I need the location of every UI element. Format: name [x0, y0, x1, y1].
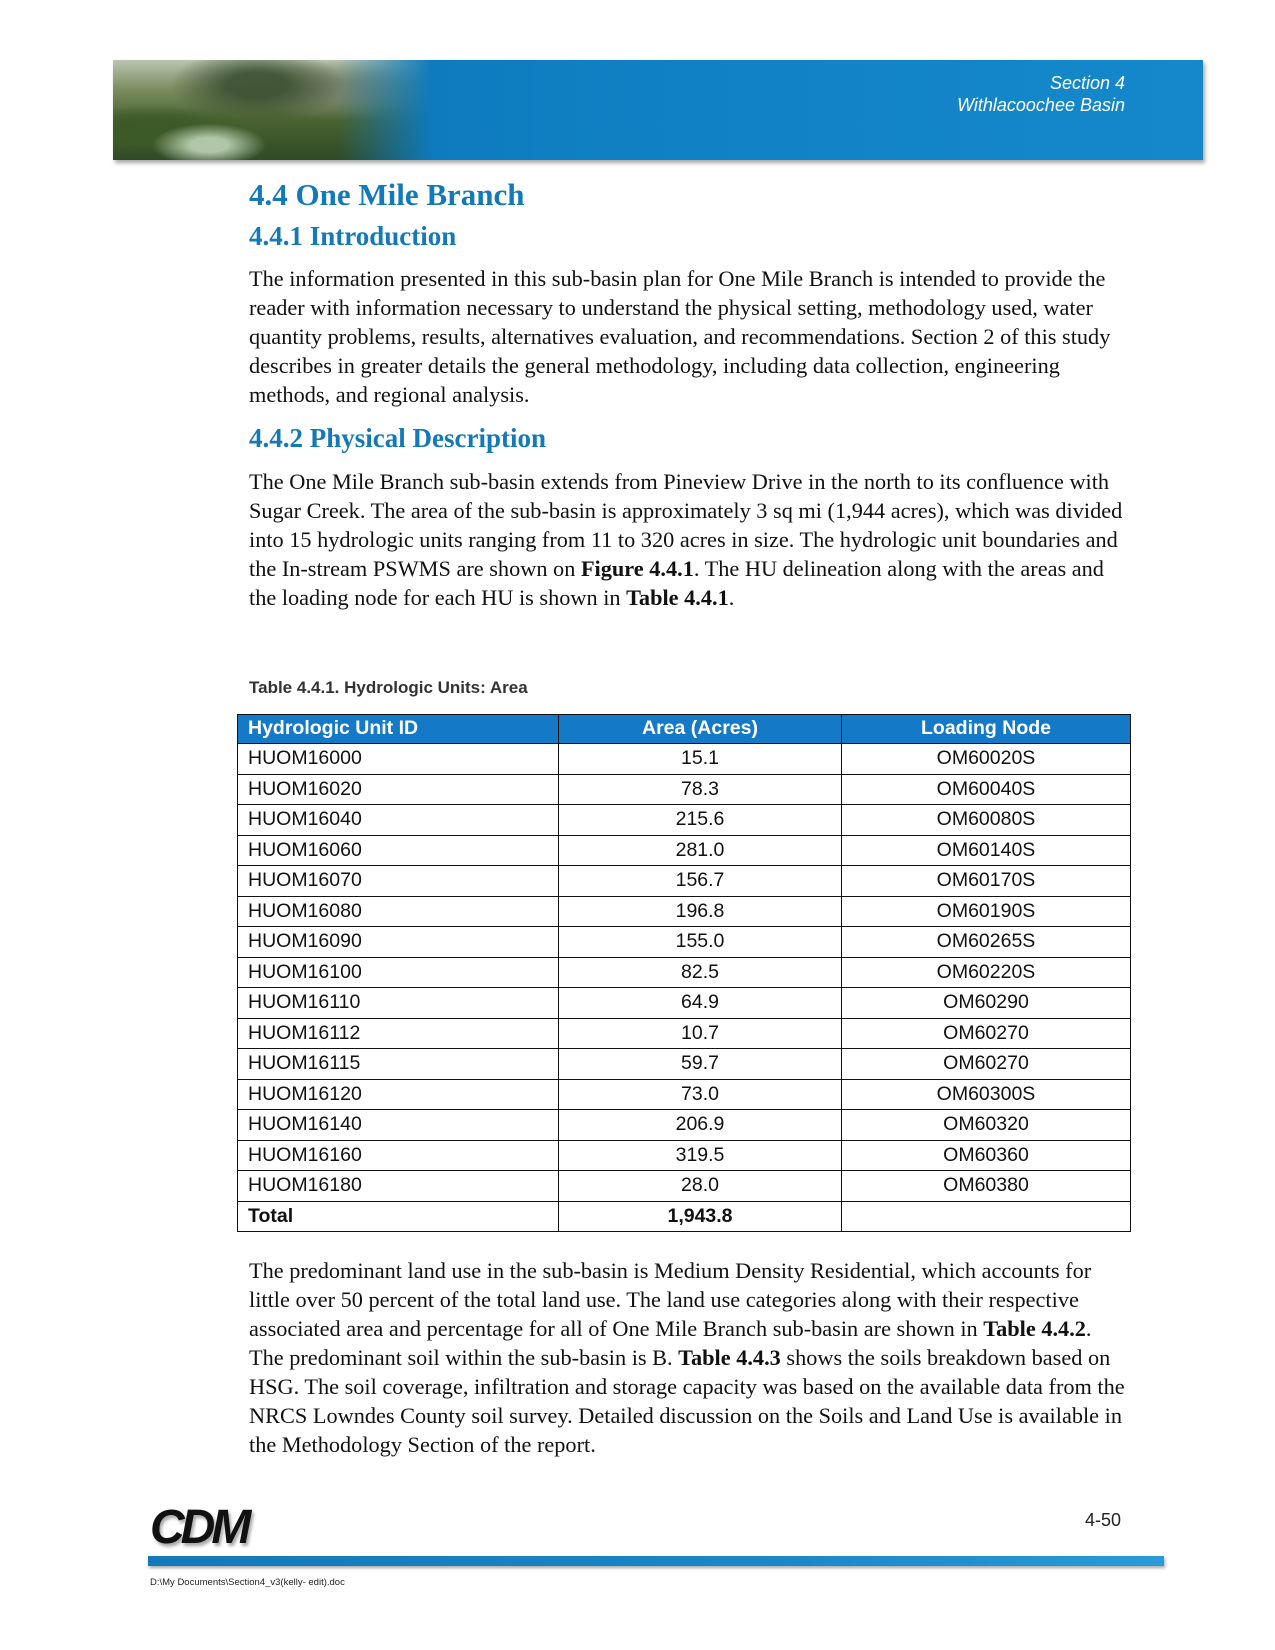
- table-row: [238, 1140, 1131, 1171]
- table-row: [238, 866, 1131, 897]
- cell-loading-node: OM60265S: [842, 927, 1131, 958]
- intro-heading: 4.4.1 Introduction: [249, 221, 457, 251]
- cell-loading-node: OM60140S: [842, 835, 1131, 866]
- landuse-text-2: . The predominant soil within the sub-basin is B.: [249, 1316, 1092, 1370]
- landuse-text-1: The predominant land use in the sub-basin is Medium Density Residential, which accounts for little over 50 percent of the total land use. The land use categories along with their respective associated area and percentage for all of One Mile Branch sub-basin are shown in: [249, 1258, 1092, 1341]
- footer-bar: [148, 1556, 1164, 1566]
- table-reference: Table 4.4.2: [983, 1316, 1086, 1341]
- cell-unit-id: HUOM16112: [238, 1018, 559, 1049]
- page-title: 4.4 One Mile Branch: [249, 177, 525, 212]
- table-total-row: [238, 1201, 1131, 1232]
- cell-unit-id: HUOM16140: [238, 1110, 559, 1141]
- cell-area: 64.9: [559, 988, 842, 1019]
- cell-loading-node: OM60290: [842, 988, 1131, 1019]
- cell-loading-node: OM60300S: [842, 1079, 1131, 1110]
- cell-loading-node: OM60220S: [842, 957, 1131, 988]
- cell-loading-node: OM60320: [842, 1110, 1131, 1141]
- table-row: [238, 744, 1131, 775]
- cell-area: 155.0: [559, 927, 842, 958]
- cell-unit-id: HUOM16090: [238, 927, 559, 958]
- table-caption: Table 4.4.1. Hydrologic Units: Area: [249, 678, 528, 697]
- table-row: [238, 1018, 1131, 1049]
- cell-unit-id: HUOM16115: [238, 1049, 559, 1080]
- cell-area: 15.1: [559, 744, 842, 775]
- column-header: Area (Acres): [559, 715, 842, 744]
- column-header: Hydrologic Unit ID: [238, 715, 559, 744]
- table-row: [238, 896, 1131, 927]
- cell-unit-id: HUOM16000: [238, 744, 559, 775]
- cell-unit-id: HUOM16040: [238, 805, 559, 836]
- cell-unit-id: HUOM16060: [238, 835, 559, 866]
- column-header: Loading Node: [842, 715, 1131, 744]
- physical-paragraph: [249, 467, 1129, 612]
- cdm-logo: CDM: [150, 1501, 248, 1554]
- header-section-label: [957, 72, 1125, 116]
- landuse-paragraph: [249, 1256, 1129, 1459]
- cell-area: 82.5: [559, 957, 842, 988]
- cell-loading-node: OM60380: [842, 1171, 1131, 1202]
- table-row: [238, 927, 1131, 958]
- total-loading-node: [842, 1201, 1131, 1232]
- cell-area: 281.0: [559, 835, 842, 866]
- cell-unit-id: HUOM16080: [238, 896, 559, 927]
- hydrologic-units-table: [237, 714, 1131, 1232]
- table-row: [238, 1171, 1131, 1202]
- cell-area: 10.7: [559, 1018, 842, 1049]
- total-label: Total: [238, 1201, 559, 1232]
- cell-loading-node: OM60190S: [842, 896, 1131, 927]
- cell-area: 319.5: [559, 1140, 842, 1171]
- cell-area: 28.0: [559, 1171, 842, 1202]
- intro-paragraph: The information presented in this sub-basin plan for One Mile Branch is intended to provide the reader with information necessary to understand the physical setting, methodology used, water quantity problems, results, alternatives evaluation, and recommendations. Section 2 of this study describes in greater details the general methodology, including data collection, engineering methods, and regional analysis.: [249, 266, 1111, 407]
- cell-unit-id: HUOM16070: [238, 866, 559, 897]
- table-row: [238, 1110, 1131, 1141]
- physical-heading: 4.4.2 Physical Description: [249, 423, 546, 453]
- landuse-text-3: shows the soils breakdown based on HSG. The soil coverage, infiltration and storage capacity was based on the available data from the NRCS Lowndes County soil survey. Detailed discussion on the Soils and Land Use is available in the Methodology Section of the report.: [249, 1345, 1125, 1457]
- physical-text-3: .: [728, 585, 735, 610]
- cell-area: 215.6: [559, 805, 842, 836]
- cell-loading-node: OM60360: [842, 1140, 1131, 1171]
- table-row: [238, 988, 1131, 1019]
- table-reference: Table 4.4.3: [678, 1345, 781, 1370]
- cell-loading-node: OM60270: [842, 1049, 1131, 1080]
- cell-loading-node: OM60170S: [842, 866, 1131, 897]
- physical-text-1: The One Mile Branch sub-basin extends from Pineview Drive in the north to its confluence with Sugar Creek. The area of the sub-basin is approximately 3 sq mi (1,944 acres), which was divided into 15 hydrologic units ranging from 11 to 320 acres in size. The hydrologic unit boundaries and the In-stream PSWMS are shown on: [249, 469, 1123, 581]
- cell-area: 156.7: [559, 866, 842, 897]
- table-row: [238, 957, 1131, 988]
- cell-unit-id: HUOM16160: [238, 1140, 559, 1171]
- cell-area: 196.8: [559, 896, 842, 927]
- cell-area: 78.3: [559, 774, 842, 805]
- cell-area: 206.9: [559, 1110, 842, 1141]
- basin-name: Withlacoochee Basin: [957, 95, 1125, 115]
- total-area: 1,943.8: [559, 1201, 842, 1232]
- cell-unit-id: HUOM16020: [238, 774, 559, 805]
- table-row: [238, 774, 1131, 805]
- table-row: [238, 805, 1131, 836]
- table-reference: Table 4.4.1: [626, 585, 729, 610]
- file-path: D:\My Documents\Section4_v3(kelly- edit).doc: [150, 1577, 345, 1588]
- cell-unit-id: HUOM16100: [238, 957, 559, 988]
- cell-unit-id: HUOM16110: [238, 988, 559, 1019]
- table-row: [238, 835, 1131, 866]
- cell-unit-id: HUOM16120: [238, 1079, 559, 1110]
- cell-loading-node: OM60270: [842, 1018, 1131, 1049]
- cell-area: 59.7: [559, 1049, 842, 1080]
- cell-loading-node: OM60040S: [842, 774, 1131, 805]
- cell-unit-id: HUOM16180: [238, 1171, 559, 1202]
- cell-loading-node: OM60020S: [842, 744, 1131, 775]
- figure-reference: Figure 4.4.1: [580, 556, 694, 581]
- table-row: [238, 1049, 1131, 1080]
- cell-area: 73.0: [559, 1079, 842, 1110]
- page-number: 4-50: [1084, 1510, 1121, 1530]
- physical-text-2: . The HU delineation along with the areas and the loading node for each HU is shown in: [249, 556, 1104, 610]
- table-row: [238, 1079, 1131, 1110]
- table-header-row: [238, 715, 1131, 744]
- section-number: Section 4: [1049, 73, 1125, 93]
- header-photo: [113, 60, 433, 160]
- cell-loading-node: OM60080S: [842, 805, 1131, 836]
